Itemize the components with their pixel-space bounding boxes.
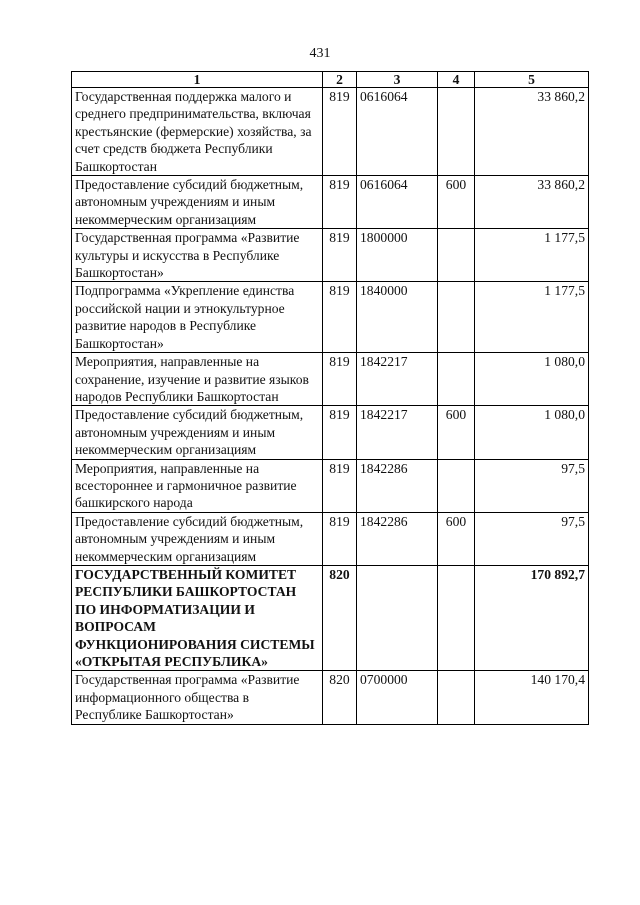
- row-code-4: 600: [438, 176, 475, 229]
- row-code-4: [438, 229, 475, 282]
- row-code-4: [438, 459, 475, 512]
- row-code-4: 600: [438, 406, 475, 459]
- row-amount: 1 177,5: [475, 282, 589, 353]
- table-body: [72, 88, 589, 725]
- table-row: [72, 671, 589, 724]
- row-code-3: 1842286: [357, 459, 438, 512]
- table-row: [72, 88, 589, 176]
- row-name: Государственная программа «Развитие информационного общества в Республике Башкортостан»: [72, 671, 323, 724]
- row-code-2: 819: [323, 512, 357, 565]
- row-code-4: [438, 353, 475, 406]
- row-code-3: 0616064: [357, 176, 438, 229]
- row-name: Предоставление субсидий бюджетным, автономным учреждениям и иным некоммерческим организациям: [72, 512, 323, 565]
- table-row: [72, 353, 589, 406]
- row-amount: 1 177,5: [475, 229, 589, 282]
- row-code-2: 820: [323, 565, 357, 670]
- row-name: Предоставление субсидий бюджетным, автономным учреждениям и иным некоммерческим организациям: [72, 406, 323, 459]
- header-row: [72, 72, 589, 88]
- row-code-2: 819: [323, 282, 357, 353]
- row-amount: 33 860,2: [475, 88, 589, 176]
- row-amount: 97,5: [475, 512, 589, 565]
- row-code-2: 820: [323, 671, 357, 724]
- header-col-3: 3: [357, 72, 438, 88]
- row-amount: 170 892,7: [475, 565, 589, 670]
- table-row: [72, 176, 589, 229]
- row-name: ГОСУДАРСТВЕННЫЙ КОМИТЕТ РЕСПУБЛИКИ БАШКОРТОСТАН ПО ИНФОРМАТИЗАЦИИ И ВОПРОСАМ ФУНКЦИОНИРОВАНИЯ СИСТЕМЫ «ОТКРЫТАЯ РЕСПУБЛИКА»: [72, 565, 323, 670]
- row-code-4: 600: [438, 512, 475, 565]
- row-code-4: [438, 282, 475, 353]
- table-row: [72, 282, 589, 353]
- row-name: Мероприятия, направленные на сохранение, изучение и развитие языков народов Республики Башкортостан: [72, 353, 323, 406]
- row-code-4: [438, 671, 475, 724]
- header-col-1: 1: [72, 72, 323, 88]
- row-name: Предоставление субсидий бюджетным, автономным учреждениям и иным некоммерческим организациям: [72, 176, 323, 229]
- header-col-2: 2: [323, 72, 357, 88]
- header-col-5: 5: [475, 72, 589, 88]
- row-code-2: 819: [323, 459, 357, 512]
- page-number: 431: [309, 46, 331, 61]
- row-amount: 1 080,0: [475, 406, 589, 459]
- header-col-4: 4: [438, 72, 475, 88]
- row-code-3: 0700000: [357, 671, 438, 724]
- row-name: Подпрограмма «Укрепление единства российской нации и этнокультурное развитие народов в Республике Башкортостан»: [72, 282, 323, 353]
- row-code-3: 1842217: [357, 406, 438, 459]
- row-code-2: 819: [323, 176, 357, 229]
- row-amount: 97,5: [475, 459, 589, 512]
- table-row: [72, 406, 589, 459]
- row-name: Мероприятия, направленные на всестороннее и гармоничное развитие башкирского народа: [72, 459, 323, 512]
- row-code-4: [438, 565, 475, 670]
- table-row: [72, 512, 589, 565]
- row-code-3: 1840000: [357, 282, 438, 353]
- row-code-2: 819: [323, 88, 357, 176]
- row-code-3: 1842286: [357, 512, 438, 565]
- row-name: Государственная поддержка малого и среднего предпринимательства, включая крестьянские (фермерские) хозяйства, за счет средств бюджета Республики Башкортостан: [72, 88, 323, 176]
- budget-table: [71, 71, 589, 725]
- row-amount: 33 860,2: [475, 176, 589, 229]
- row-name: Государственная программа «Развитие культуры и искусства в Республике Башкортостан»: [72, 229, 323, 282]
- row-code-2: 819: [323, 229, 357, 282]
- table-row: [72, 229, 589, 282]
- table-row: [72, 565, 589, 670]
- row-code-4: [438, 88, 475, 176]
- row-code-2: 819: [323, 406, 357, 459]
- row-amount: 1 080,0: [475, 353, 589, 406]
- table-row: [72, 459, 589, 512]
- row-code-3: [357, 565, 438, 670]
- row-code-2: 819: [323, 353, 357, 406]
- row-code-3: 1842217: [357, 353, 438, 406]
- row-code-3: 1800000: [357, 229, 438, 282]
- row-code-3: 0616064: [357, 88, 438, 176]
- row-amount: 140 170,4: [475, 671, 589, 724]
